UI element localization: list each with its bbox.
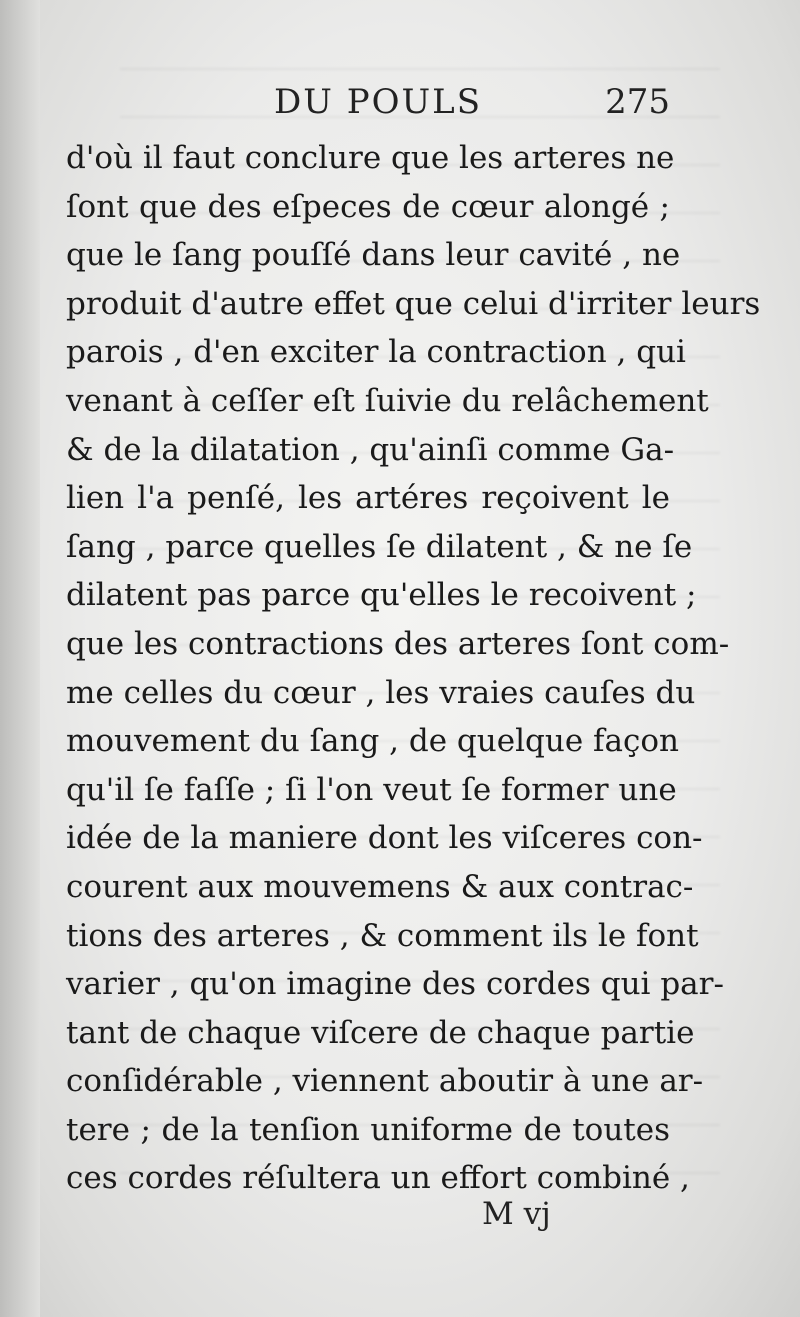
text-line: que les contractions des arteres ſont com- bbox=[66, 625, 730, 662]
text-line: conſidérable , viennent aboutir à une ar- bbox=[66, 1063, 704, 1100]
text-line: que le ſang pouſſé dans leur cavité , ne bbox=[66, 237, 681, 274]
text-line: tions des arteres , & comment ils le font bbox=[66, 917, 699, 954]
text-line: ces cordes réſultera un effort combiné , bbox=[66, 1160, 690, 1197]
page-gutter-shadow bbox=[0, 0, 40, 1317]
text-line: mouvement du ſang , de quelque façon bbox=[66, 723, 679, 760]
text-line: ſang , parce quelles ſe dilatent , & ne ſe bbox=[66, 528, 693, 565]
text-line: tant de chaque viſcere de chaque partie bbox=[66, 1014, 695, 1051]
text-line: tere ; de la tenſion uniforme de toutes bbox=[66, 1111, 670, 1148]
text-line: idée de la maniere dont les viſceres con- bbox=[66, 820, 703, 857]
text-line: venant à ceſſer eſt ſuivie du relâchement bbox=[66, 382, 709, 419]
text-line: lien l'a penſé, les artéres reçoivent le bbox=[66, 480, 670, 517]
signature-mark: M vj bbox=[482, 1196, 551, 1232]
text-line: dilatent pas parce qu'elles le recoivent ; bbox=[66, 577, 697, 614]
text-line: parois , d'en exciter la contraction , qui bbox=[66, 334, 686, 371]
text-line: ſont que des eſpeces de cœur alongé ; bbox=[66, 188, 670, 225]
text-line: varier , qu'on imagine des cordes qui par- bbox=[66, 966, 724, 1003]
text-line: d'où il faut conclure que les arteres ne bbox=[66, 140, 675, 176]
text-line: me celles du cœur , les vraies cauſes du bbox=[66, 674, 696, 711]
page-number: 275 bbox=[605, 82, 670, 122]
body-text bbox=[66, 134, 761, 1203]
running-title: DU POULS bbox=[274, 82, 482, 122]
text-line: & de la dilatation , qu'ainſi comme Ga- bbox=[66, 431, 675, 468]
text-line: courent aux mouvemens & aux contrac- bbox=[66, 868, 694, 905]
text-line: qu'il ſe faſſe ; ſi l'on veut ſe former une bbox=[66, 771, 677, 808]
text-line: produit d'autre effet que celui d'irriter leurs bbox=[66, 285, 761, 322]
page-header bbox=[66, 78, 670, 134]
